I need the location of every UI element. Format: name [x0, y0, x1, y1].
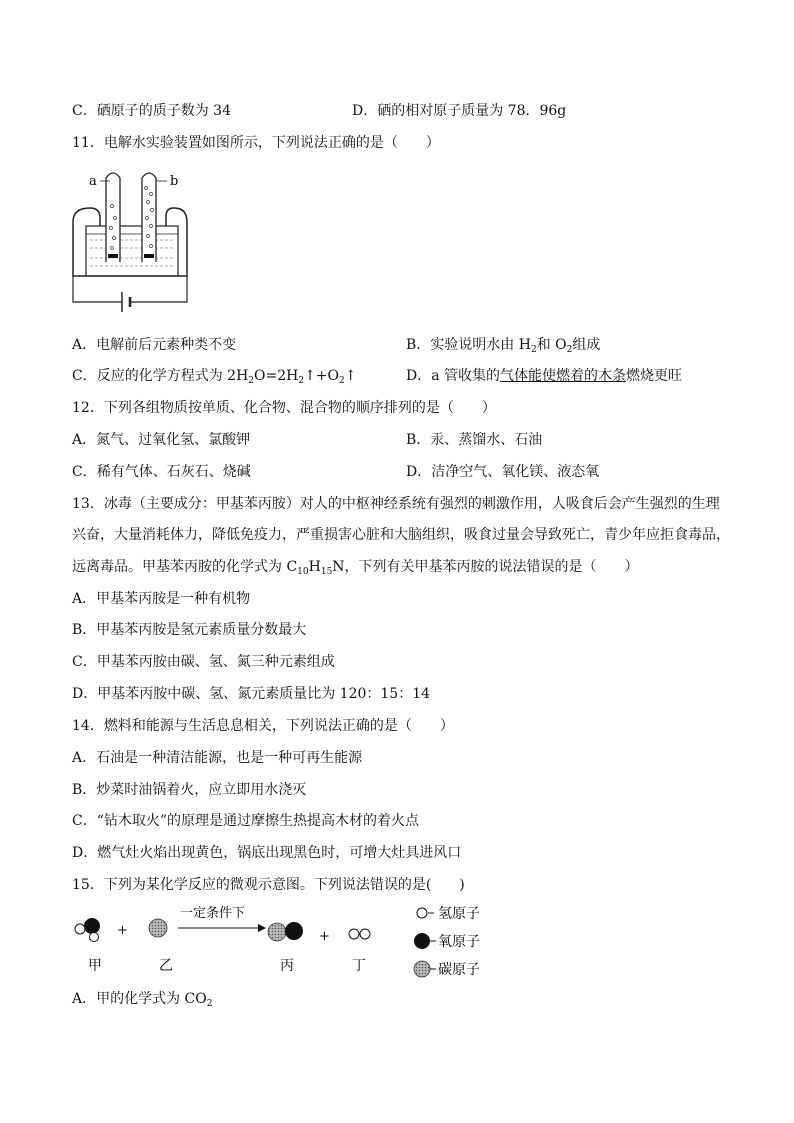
- molecule-yi: [149, 919, 167, 937]
- label-ding: 丁: [352, 958, 366, 974]
- q12-option-b: B．汞、蒸馏水、石油: [406, 432, 543, 448]
- legend: [414, 906, 480, 978]
- label-jia: 甲: [88, 958, 102, 974]
- tube-b-label: b: [170, 174, 179, 189]
- q14-stem: 14．燃料和能源与生活息息相关，下列说法正确的是（ ）: [72, 718, 454, 734]
- molecule-jia: [75, 918, 100, 942]
- q12-option-c: C．稀有气体、石灰石、烧碱: [72, 464, 251, 480]
- plus-sign-2: +: [319, 929, 330, 944]
- electrolysis-apparatus-diagram: [70, 166, 200, 318]
- legend-hydrogen: 氢原子: [438, 906, 480, 922]
- q11-option-d: D．a 管收集的气体能使燃着的木条燃烧更旺: [406, 368, 683, 384]
- q13-option-b: B．甲基苯丙胺是氢元素质量分数最大: [72, 622, 307, 638]
- q13-stem-line2: 兴奋，大量消耗体力，降低免疫力，严重损害心脏和大脑组织，吸食过量会导致死亡，青少年应拒食毒品，: [72, 527, 730, 543]
- tube-a-label: a: [89, 174, 97, 189]
- q15-stem: 15．下列为某化学反应的微观示意图。下列说法错误的是( ): [72, 877, 465, 893]
- q12-option-d: D．洁净空气、氧化镁、液态氧: [406, 464, 600, 480]
- q11-option-b: B．实验说明水由 $H_2$和 $O_2$组成: [406, 337, 601, 355]
- q14-option-a: A．石油是一种清洁能源，也是一种可再生能源: [72, 750, 363, 766]
- q15-option-a: A．甲的化学式为 $CO_2$: [72, 991, 213, 1009]
- q13-stem-line1: 13．冰毒（主要成分：甲基苯丙胺）对人的中枢神经系统有强烈的刺激作用，人吸食后会产生强烈的生理: [72, 496, 720, 512]
- label-yi: 乙: [159, 958, 173, 974]
- reaction-condition: 一定条件下: [180, 906, 246, 921]
- reaction-micro-diagram: [70, 900, 510, 986]
- q12-option-a: A．氮气、过氧化氢、氯酸钾: [72, 432, 251, 448]
- q12-stem: 12．下列各组物质按单质、化合物、混合物的顺序排列的是（ ）: [72, 400, 496, 416]
- molecule-ding: [349, 929, 370, 939]
- q11-option-c: C．反应的化学方程式为 $2H_2O=2H_2↑+O_2↑$: [72, 368, 357, 386]
- label-bing: 丙: [280, 958, 294, 974]
- q13-stem-line3: 远离毒品。甲基苯丙胺的化学式为 $C_{10}H_{15}N$，下列有关甲基苯丙胺的说法错误的是（ ）: [72, 559, 639, 577]
- q13-option-d: D．甲基苯丙胺中碳、氢、氮元素质量比为 120：15：14: [72, 686, 431, 702]
- q14-option-c: C．“钻木取火”的原理是通过摩擦生热提高木材的着火点: [72, 813, 420, 829]
- q10-option-c: C．硒原子的质子数为 34: [72, 103, 231, 119]
- q11-stem: 11．电解水实验装置如图所示，下列说法正确的是（ ）: [72, 135, 440, 151]
- q13-option-a: A．甲基苯丙胺是一种有机物: [72, 591, 251, 607]
- molecule-bing: [268, 922, 303, 941]
- q10-option-d: D．硒的相对原子质量为 78．96g: [352, 103, 567, 119]
- q14-option-b: B．炒菜时油锅着火，应立即用水浇灭: [72, 782, 307, 798]
- q11-option-a: A．电解前后元素种类不变: [72, 337, 237, 353]
- legend-carbon: 碳原子: [438, 962, 480, 978]
- legend-oxygen: 氧原子: [438, 934, 480, 950]
- q13-option-c: C．甲基苯丙胺由碳、氢、氮三种元素组成: [72, 654, 335, 670]
- plus-sign-1: +: [117, 923, 128, 938]
- q14-option-d: D．燃气灶火焰出现黄色，锅底出现黑色时，可增大灶具进风口: [72, 845, 462, 861]
